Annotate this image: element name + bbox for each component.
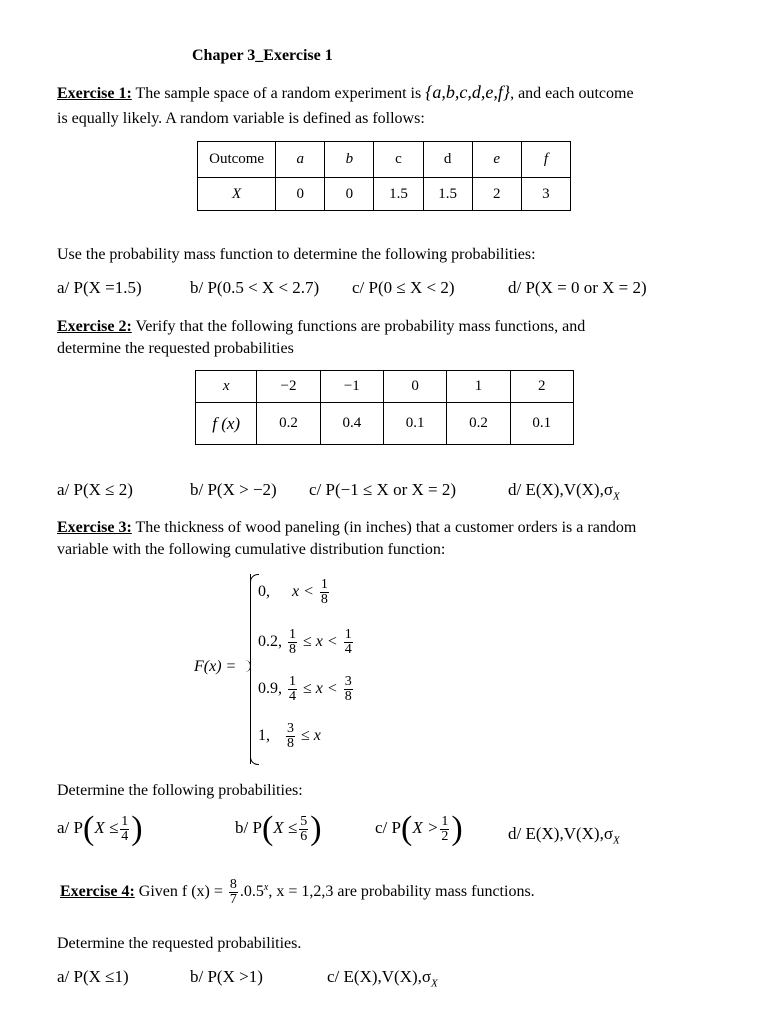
exercise-1-text-b: , and each outcome: [510, 85, 634, 102]
exercise-4-item-c: [327, 967, 438, 989]
exercise-3-intro: [57, 516, 717, 540]
item-inequality: X ≤: [273, 817, 298, 837]
table-cell: e: [472, 142, 521, 178]
exercise-3-line2: variable with the following cumulative distribution function:: [57, 541, 446, 558]
exercise-1-table: [197, 141, 571, 211]
table-cell: −1: [320, 371, 383, 403]
denominator: 2: [441, 828, 449, 844]
sigma-subscript: X: [431, 977, 438, 990]
fraction: [320, 578, 329, 607]
table-cell: 1: [447, 371, 510, 403]
table-header-row: [198, 142, 571, 178]
table-cell: 0.1: [383, 403, 446, 445]
table-cell: f: [521, 142, 570, 178]
exercise-4-given: Given f (x) =: [134, 883, 223, 901]
table-cell: 2: [510, 371, 573, 403]
item-inequality: X ≤: [94, 817, 119, 837]
exercise-2-text: Verify that the following functions are probability mass functions, and: [131, 318, 586, 335]
table-cell: 0.1: [510, 403, 573, 445]
exercise-4-instruction: Determine the requested probabilities.: [57, 935, 302, 952]
exercise-1-line2: is equally likely. A random variable is defined as follows:: [57, 110, 425, 127]
case-value: 0.2,: [258, 633, 282, 651]
table-cell: 1.5: [423, 178, 472, 211]
denominator: 8: [320, 592, 328, 607]
denominator: 4: [289, 689, 296, 704]
cdf-case-1: [258, 578, 331, 607]
numerator: 1: [344, 627, 352, 642]
table-cell: −2: [257, 371, 320, 403]
exercise-1-item-d: d/ P(X = 0 or X = 2): [508, 278, 647, 297]
left-paren: (: [82, 810, 95, 847]
exercise-2-item-d-text: d/ E(X),V(X),σ: [508, 480, 613, 499]
fraction: [229, 878, 238, 907]
case-condition: x <: [292, 583, 314, 601]
exercise-3-label: Exercise 3:: [57, 519, 132, 536]
case-condition: ≤ x <: [303, 633, 338, 651]
item-prefix: c/ P: [375, 817, 401, 837]
exercise-4-item-b: b/ P(X >1): [190, 967, 263, 986]
table-row: [198, 178, 571, 211]
exercise-1-item-b: b/ P(0.5 < X < 2.7): [190, 278, 320, 297]
table-row: [196, 403, 574, 445]
page-title: Chaper 3_Exercise 1: [192, 47, 333, 64]
exercise-2-label: Exercise 2:: [57, 318, 132, 335]
table-cell: c: [374, 142, 423, 178]
exercise-1-label: Exercise 1:: [57, 85, 132, 102]
item-prefix: a/ P: [57, 817, 83, 837]
table-cell: 1.5: [374, 178, 423, 211]
table-cell: 0.2: [447, 403, 510, 445]
right-paren: ): [131, 810, 143, 847]
exercise-2-intro: [57, 315, 717, 339]
denominator: 8: [344, 689, 352, 704]
exercise-3-item-a: [57, 810, 143, 847]
item-inequality: X >: [412, 817, 439, 837]
cdf-case-4: [258, 722, 321, 751]
case-value: 1,: [258, 727, 270, 745]
left-paren: (: [400, 810, 413, 847]
exercise-3-item-c: [375, 810, 463, 847]
denominator: 4: [121, 828, 129, 844]
numerator: 5: [300, 813, 308, 829]
table-cell: b: [325, 142, 374, 178]
denominator: 8: [289, 642, 296, 657]
numerator: 1: [289, 627, 296, 642]
exercise-2-item-a: a/ P(X ≤ 2): [57, 480, 133, 499]
fraction: [120, 815, 129, 844]
denominator: 8: [287, 736, 294, 751]
left-paren: (: [261, 810, 274, 847]
numerator: 1: [121, 813, 129, 829]
fraction: [288, 675, 297, 704]
exercise-3-text: The thickness of wood paneling (in inches) that a customer orders is a random: [131, 519, 637, 536]
exercise-3-item-d-text: d/ E(X),V(X),σ: [508, 824, 613, 843]
cdf-case-2: [258, 628, 355, 657]
sigma-subscript: X: [613, 490, 620, 503]
sigma-subscript: X: [613, 834, 620, 847]
table-cell: 0: [383, 371, 446, 403]
table-cell: 0.2: [257, 403, 320, 445]
right-paren: ): [451, 810, 463, 847]
exercise-3-item-b: [235, 810, 322, 847]
table-cell: 2: [472, 178, 521, 211]
fraction: [299, 815, 308, 844]
numerator: 3: [344, 674, 352, 689]
table-cell: a: [276, 142, 325, 178]
case-condition: ≤ x: [301, 727, 321, 745]
exercise-4-text: , x = 1,2,3 are probability mass functions.: [268, 883, 535, 901]
case-value: 0,: [258, 583, 270, 601]
table-cell: x: [196, 371, 257, 403]
numerator: 1: [289, 674, 296, 689]
fraction: [286, 722, 295, 751]
exercise-4-label: Exercise 4:: [60, 883, 135, 901]
cdf-label: F(x) =: [194, 658, 237, 675]
denominator: 6: [300, 828, 308, 844]
table-cell: Outcome: [198, 142, 276, 178]
fraction: [440, 815, 449, 844]
numerator: 1: [320, 577, 328, 592]
exercise-1-item-a: a/ P(X =1.5): [57, 278, 142, 297]
table-cell: f (x): [196, 403, 257, 445]
exercise-4-intro: [60, 878, 535, 907]
exercise-3-item-d: [508, 824, 620, 846]
item-prefix: b/ P: [235, 817, 262, 837]
exercise-1-item-c: c/ P(0 ≤ X < 2): [352, 278, 455, 297]
table-cell: X: [198, 178, 276, 211]
denominator: 7: [229, 892, 237, 907]
numerator: 3: [287, 721, 294, 736]
table-cell: 0: [276, 178, 325, 211]
table-header-row: [196, 371, 574, 403]
brace: [250, 574, 255, 764]
exercise-2-item-b: b/ P(X > −2): [190, 480, 277, 499]
exponent: x: [263, 881, 269, 893]
table-cell: 0.4: [320, 403, 383, 445]
denominator: 4: [344, 642, 352, 657]
case-value: 0.9,: [258, 680, 282, 698]
exercise-2-item-c: c/ P(−1 ≤ X or X = 2): [309, 480, 457, 499]
table-cell: 0: [325, 178, 374, 211]
sample-space: {a,b,c,d,e,f}: [425, 82, 511, 102]
right-paren: ): [310, 810, 322, 847]
exercise-2-item-d: [508, 480, 620, 502]
case-condition: ≤ x <: [303, 680, 338, 698]
cdf-case-3: [258, 675, 355, 704]
exercise-2-line2: determine the requested probabilities: [57, 340, 294, 357]
table-cell: d: [423, 142, 472, 178]
fraction: [288, 628, 297, 657]
base: .0.5: [239, 883, 264, 901]
exercise-4-item-c-text: c/ E(X),V(X),σ: [327, 967, 432, 986]
fraction: [344, 628, 353, 657]
exercise-1-intro: [57, 80, 717, 106]
exercise-1-text: The sample space of a random experiment is: [131, 85, 426, 102]
exercise-2-table: [195, 370, 574, 445]
numerator: 1: [441, 813, 449, 829]
table-cell: 3: [521, 178, 570, 211]
exercise-1-instruction: Use the probability mass function to determine the following probabilities:: [57, 246, 536, 263]
exercise-4-item-a: a/ P(X ≤1): [57, 967, 129, 986]
numerator: 8: [229, 877, 237, 892]
fraction: [344, 675, 353, 704]
exercise-3-instruction: Determine the following probabilities:: [57, 782, 303, 799]
